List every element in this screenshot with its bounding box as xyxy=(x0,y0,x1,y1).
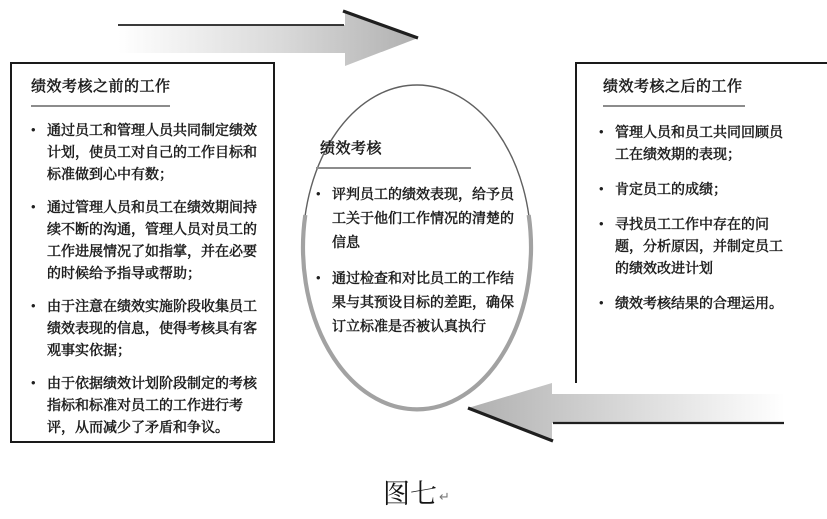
bullet-text: 肯定员工的成绩； xyxy=(615,181,727,197)
arrow-right-icon xyxy=(118,10,418,66)
bullet-text: 通过员工和管理人员共同制定绩效计划，使员工对自己的工作目标和标准做到心中有数； xyxy=(47,122,257,182)
list-item xyxy=(599,213,827,279)
title-underline xyxy=(316,167,471,169)
paragraph-return-icon: ↵ xyxy=(439,490,450,505)
bullet-text: 由于注意在绩效实施阶段收集员工绩效表现的信息，使得考核具有客观事实依据； xyxy=(47,298,257,358)
bullet-text: 通过管理人员和员工在绩效期间持续不断的沟通，管理人员对员工的工作进展情况了如指掌，并在必要的时候给予指导或帮助； xyxy=(47,199,257,281)
appraisal-ellipse-content xyxy=(316,140,518,350)
list-item xyxy=(31,196,263,284)
figure-caption-text: 图七 xyxy=(383,479,437,510)
bullet-icon xyxy=(599,213,615,279)
pre-appraisal-list xyxy=(31,119,263,438)
bullet-text: 绩效考核结果的合理运用。 xyxy=(615,295,783,311)
figure-caption xyxy=(383,472,503,511)
list-item xyxy=(316,266,518,338)
bullet-icon xyxy=(31,295,47,361)
list-item xyxy=(31,372,263,438)
bullet-icon xyxy=(599,292,615,314)
post-appraisal-box xyxy=(575,62,827,383)
bullet-icon xyxy=(31,372,47,438)
list-item xyxy=(316,182,518,254)
bullet-icon xyxy=(316,266,332,338)
bullet-icon xyxy=(31,119,47,185)
bullet-text: 评判员工的绩效表现，给予员工关于他们工作情况的清楚的信息 xyxy=(332,186,514,250)
pre-appraisal-title: 绩效考核之前的工作 xyxy=(31,78,171,95)
appraisal-title: 绩效考核 xyxy=(320,140,383,157)
arrow-left-icon xyxy=(468,383,786,441)
bullet-icon xyxy=(599,178,615,200)
list-item xyxy=(31,119,263,185)
bullet-text: 通过检查和对比员工的工作结果与其预设目标的差距，确保订立标准是否被认真执行 xyxy=(332,270,514,334)
post-appraisal-title: 绩效考核之后的工作 xyxy=(603,78,743,95)
appraisal-list xyxy=(316,182,518,338)
bullet-text: 寻找员工工作中存在的问题，分析原因，并制定员工的绩效改进计划 xyxy=(615,216,783,276)
list-item xyxy=(599,178,827,200)
pre-appraisal-box xyxy=(10,62,275,443)
post-appraisal-list xyxy=(599,121,827,314)
bullet-text: 由于依据绩效计划阶段制定的考核指标和标准对员工的工作进行考评，从而减少了矛盾和争议。 xyxy=(47,375,257,435)
title-underline xyxy=(31,105,170,107)
bullet-text: 管理人员和员工共同回顾员工在绩效期的表现； xyxy=(615,124,783,162)
bullet-icon xyxy=(599,121,615,165)
bullet-icon xyxy=(31,196,47,284)
list-item xyxy=(31,295,263,361)
bullet-icon xyxy=(316,182,332,254)
list-item xyxy=(599,292,827,314)
title-underline xyxy=(603,105,745,107)
list-item xyxy=(599,121,827,165)
